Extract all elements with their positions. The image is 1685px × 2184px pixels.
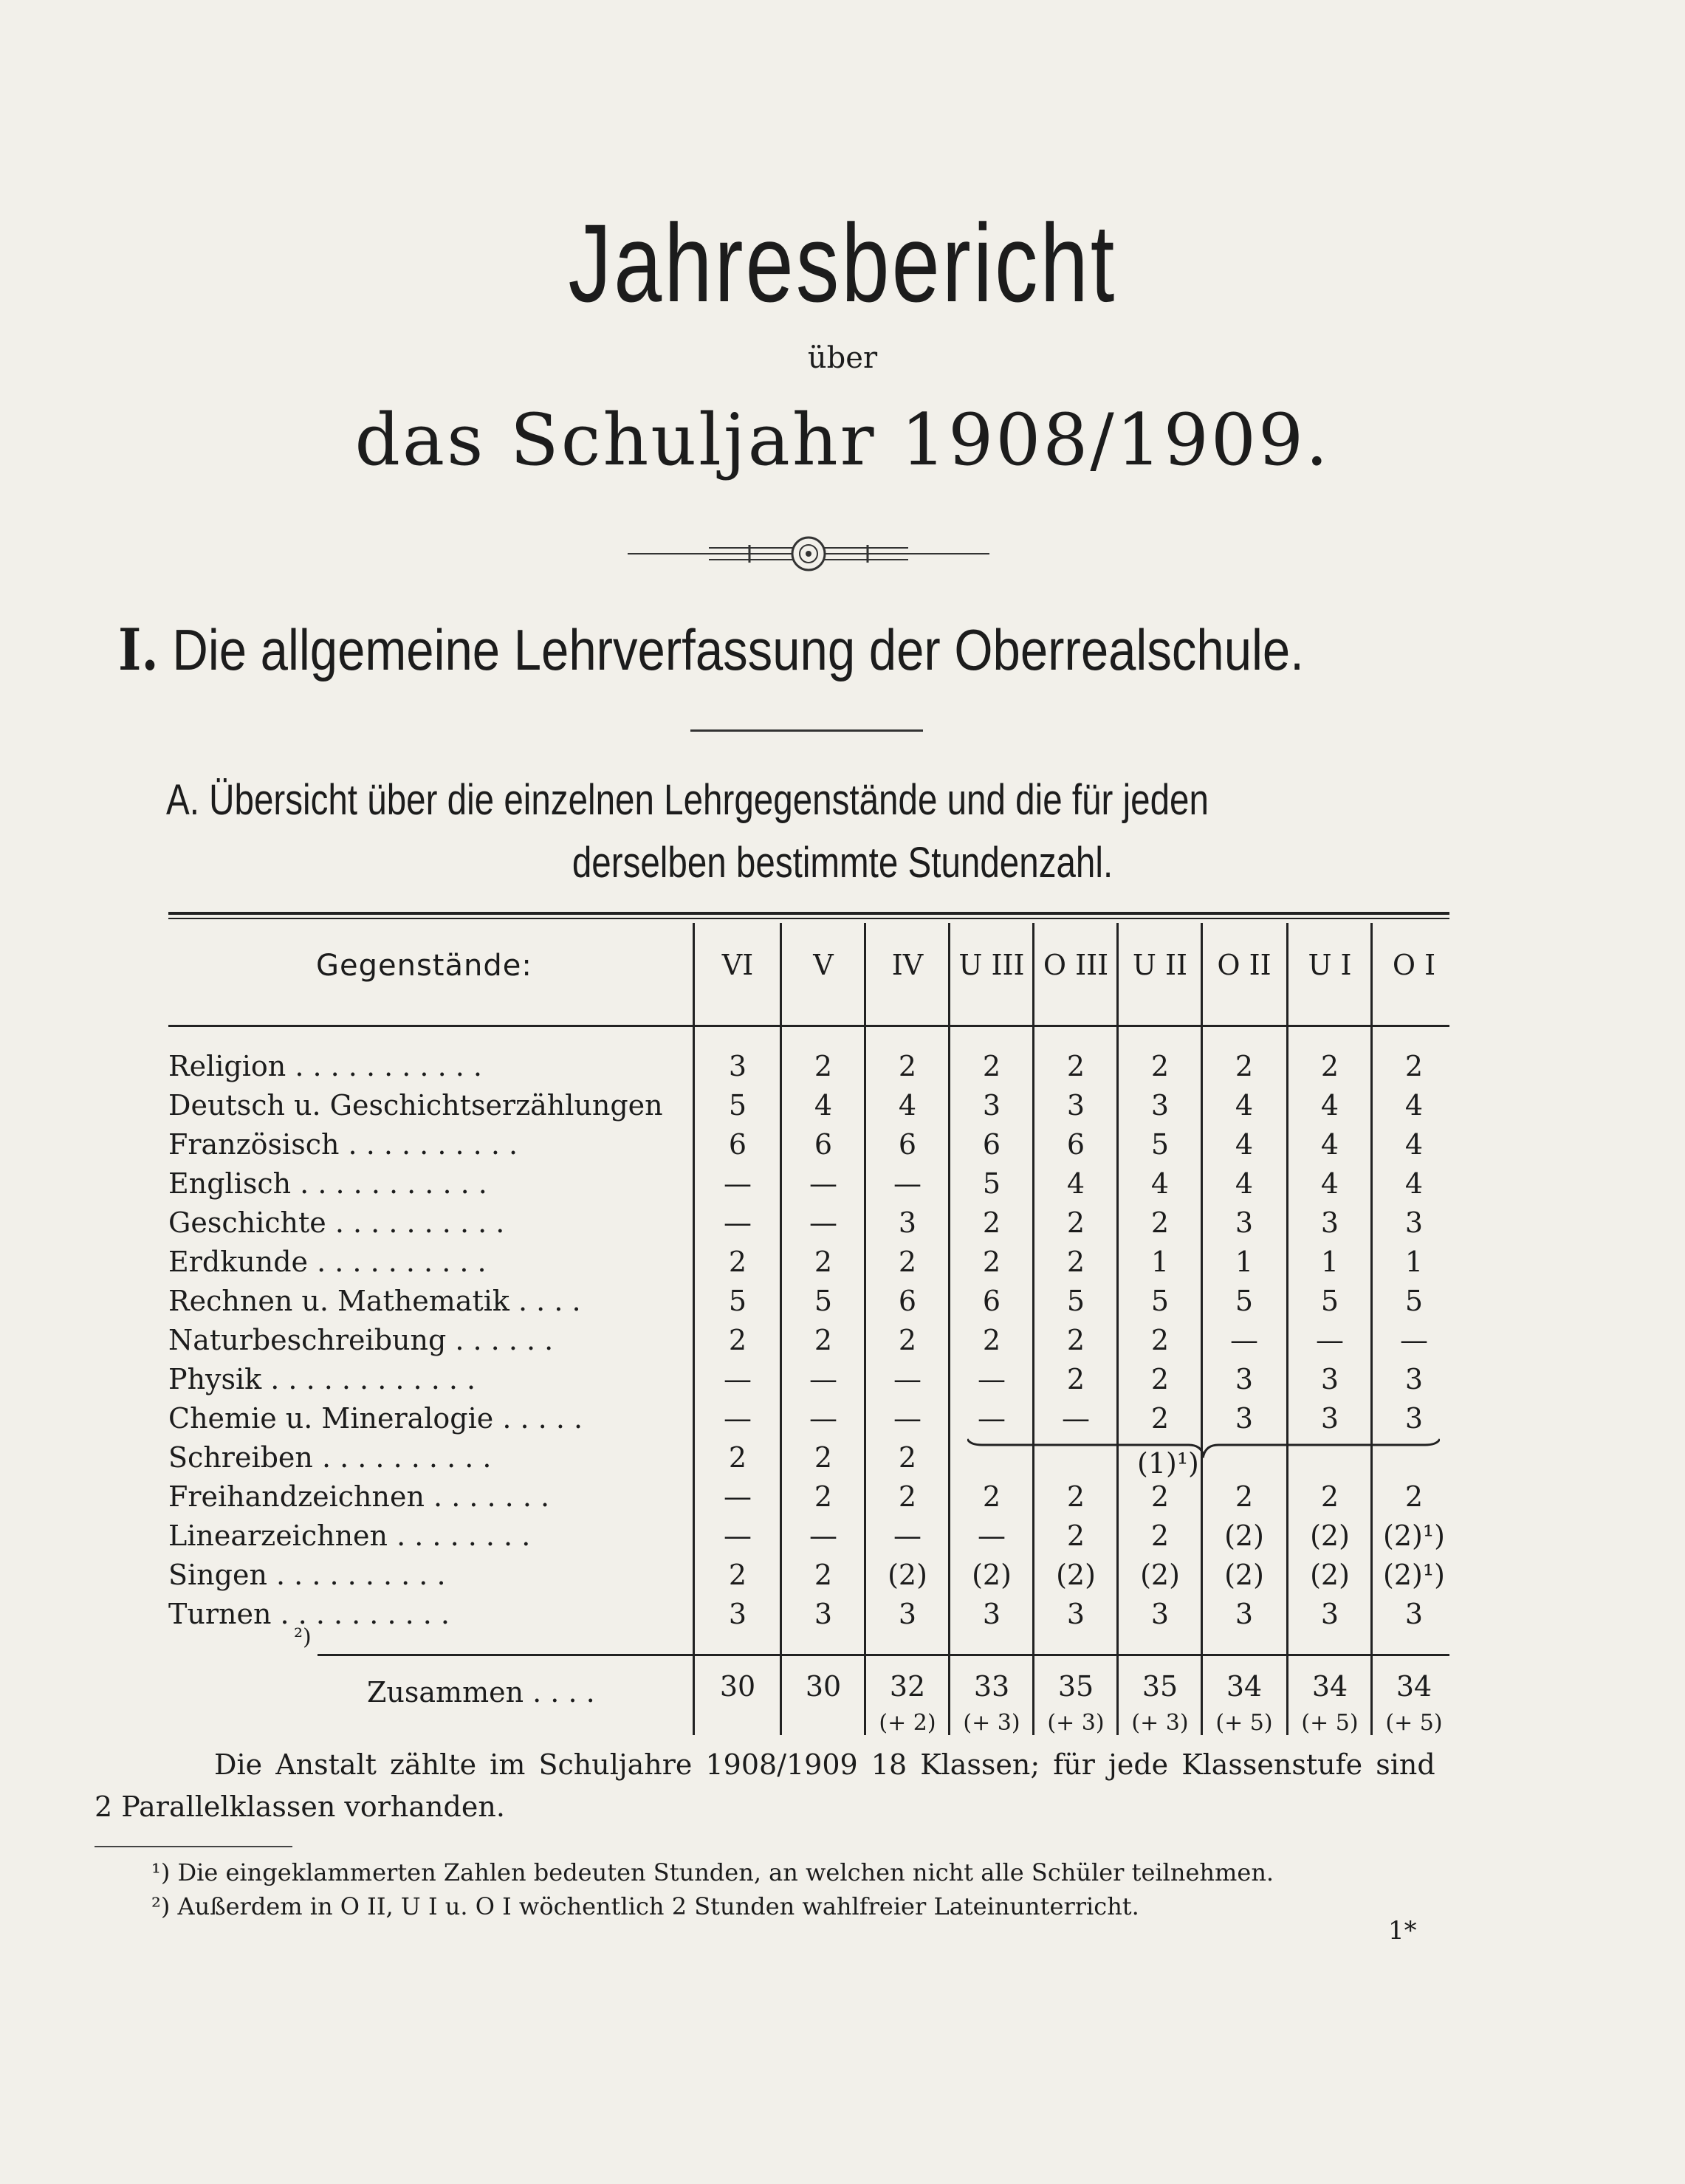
hours-cell: 6 [728,1128,747,1161]
hours-cell: 6 [814,1128,833,1161]
hours-cell: 1 [1150,1246,1170,1278]
hours-cell: (2) [1224,1519,1264,1552]
optional-hours-cell: (+ 3) [963,1710,1020,1736]
hours-cell: 4 [1235,1167,1254,1200]
hours-cell: (2) [888,1559,927,1591]
optional-hours-cell: (+ 3) [1131,1710,1189,1736]
hours-cell: — [978,1363,1006,1395]
hours-cell: 3 [1235,1598,1254,1630]
hours-cell: 5 [1066,1285,1085,1317]
total-cell: 32 [889,1670,926,1703]
hours-cell: 6 [982,1285,1001,1317]
total-cell: 33 [973,1670,1010,1703]
hours-cell: 6 [982,1128,1001,1161]
hours-cell: (2)¹) [1383,1559,1445,1591]
section-rule [690,729,923,732]
hours-cell: 4 [814,1089,833,1122]
hours-cell: 6 [898,1285,917,1317]
hours-cell: 6 [898,1128,917,1161]
hours-cell: — [809,1402,837,1435]
column-header: U I [1308,949,1352,981]
note-line-2: 2 Parallelklassen vorhanden. [95,1790,505,1823]
hours-cell: 3 [1066,1089,1085,1122]
hours-cell: 2 [898,1050,917,1082]
hours-cell: 2 [1066,1480,1085,1513]
footnote-rule [95,1846,292,1847]
total-cell: 35 [1142,1670,1178,1703]
hours-cell: 1 [1235,1246,1254,1278]
table-header-rule [168,1025,1449,1027]
hours-cell: 3 [1150,1089,1170,1122]
subject-label: Turnen . . . . . . . . . . [168,1598,450,1630]
hours-cell: 2 [1235,1050,1254,1082]
subject-label: Rechnen u. Mathematik . . . . [168,1285,581,1317]
hours-cell: — [724,1363,752,1395]
hours-cell: 2 [1150,1206,1170,1239]
hours-cell: 5 [1404,1285,1424,1317]
hours-cell: 4 [1235,1128,1254,1161]
hours-cell: 3 [898,1206,917,1239]
hours-cell: 2 [898,1441,917,1474]
hours-cell: 4 [1066,1167,1085,1200]
hours-cell: 4 [1404,1089,1424,1122]
hours-cell: 2 [1066,1206,1085,1239]
hours-cell: 3 [1235,1206,1254,1239]
table-top-rule-inner [168,918,1449,919]
hours-cell: 2 [1066,1246,1085,1278]
subject-label: Französisch . . . . . . . . . . [168,1128,518,1161]
hours-cell: 5 [1320,1285,1339,1317]
hours-cell: 3 [1404,1363,1424,1395]
hours-cell: 2 [1320,1480,1339,1513]
hours-cell: 2 [814,1559,833,1591]
hours-cell: 5 [1150,1285,1170,1317]
optional-hours-cell: (+ 5) [1301,1710,1359,1736]
column-header: VI [721,949,754,981]
table-total-rule [318,1654,1449,1656]
total-cell: 34 [1226,1670,1263,1703]
hours-cell: 2 [1404,1050,1424,1082]
hours-cell: 2 [898,1324,917,1356]
hours-cell: 3 [1235,1363,1254,1395]
hours-cell: (2) [1310,1559,1350,1591]
total-cell: 35 [1057,1670,1094,1703]
optional-hours-cell: (+ 5) [1215,1710,1273,1736]
hours-cell: 2 [814,1324,833,1356]
note-line-1: Die Anstalt zählte im Schuljahre 1908/1909 18 Klassen; für jede Klassenstufe sind [214,1748,1435,1781]
hours-cell: 2 [898,1246,917,1278]
hours-cell: — [1062,1402,1090,1435]
column-header: V [813,949,834,981]
section-title: Die allgemeine Lehrverfassung der Oberrealschule. [172,617,1304,682]
schreiben-brace-icon [967,1436,1440,1458]
hours-cell: — [724,1206,752,1239]
subject-label: Freihandzeichnen . . . . . . . [168,1480,550,1513]
optional-hours-cell: (+ 2) [879,1710,936,1736]
hours-cell: 2 [1066,1050,1085,1082]
hours-cell: — [724,1519,752,1552]
hours-cell: (2) [1056,1559,1096,1591]
column-header: U II [1132,949,1188,981]
hours-cell: — [893,1519,922,1552]
title-connector: über [807,341,878,375]
hours-cell: 4 [1320,1128,1339,1161]
hours-cell: 2 [982,1206,1001,1239]
hours-cell: 2 [982,1480,1001,1513]
hours-cell: 2 [982,1246,1001,1278]
hours-cell: — [893,1402,922,1435]
subject-column-header: Gegenstände: [316,949,532,983]
hours-cell: 2 [728,1559,747,1591]
hours-cell: — [724,1480,752,1513]
hours-cell: 2 [898,1480,917,1513]
hours-cell: 2 [814,1480,833,1513]
hours-cell: 2 [1066,1363,1085,1395]
hours-cell: — [1230,1324,1258,1356]
subject-label: Singen . . . . . . . . . . [168,1559,446,1591]
hours-cell: (2) [1224,1559,1264,1591]
hours-cell: 2 [1150,1363,1170,1395]
column-divider [693,923,695,1735]
hours-cell: — [978,1519,1006,1552]
total-cell: 30 [719,1670,756,1703]
ornament-divider-icon [628,532,989,576]
hours-cell: 2 [1066,1519,1085,1552]
hours-cell: — [1316,1324,1344,1356]
subject-label: Geschichte . . . . . . . . . . [168,1206,505,1239]
total-cell: 34 [1396,1670,1432,1703]
hours-cell: 5 [814,1285,833,1317]
table-top-rule [168,912,1449,915]
subject-label: Linearzeichnen . . . . . . . . [168,1519,531,1552]
hours-cell: 6 [1066,1128,1085,1161]
page-subtitle: das Schuljahr 1908/1909. [354,399,1331,481]
hours-cell: — [893,1363,922,1395]
footnote-1: ¹) Die eingeklammerten Zahlen bedeuten Stunden, an welchen nicht alle Schüler teilnehmen. [151,1858,1274,1886]
hours-cell: 4 [1320,1089,1339,1122]
hours-cell: 2 [1235,1480,1254,1513]
hours-cell: 2 [1404,1480,1424,1513]
footnote-2: ²) Außerdem in O II, U I u. O I wöchentlich 2 Stunden wahlfreier Lateinunterricht. [151,1892,1139,1920]
subject-label: Deutsch u. Geschichtserzählungen [168,1089,663,1122]
hours-cell: 3 [982,1089,1001,1122]
subject-label: Chemie u. Mineralogie . . . . . [168,1402,583,1435]
turnen-footnote-mark: ²) [294,1624,312,1650]
hours-cell: — [809,1206,837,1239]
hours-cell: (2) [1140,1559,1180,1591]
hours-cell: 4 [898,1089,917,1122]
hours-cell: — [893,1167,922,1200]
hours-cell: 5 [982,1167,1001,1200]
hours-cell: 3 [728,1050,747,1082]
hours-cell: 3 [898,1598,917,1630]
hours-cell: 5 [728,1089,747,1122]
hours-cell: 3 [1320,1206,1339,1239]
hours-cell: 3 [1150,1598,1170,1630]
hours-cell: 4 [1150,1167,1170,1200]
hours-cell: 3 [1320,1363,1339,1395]
hours-cell: 5 [1150,1128,1170,1161]
page-number: 1* [1388,1916,1417,1946]
hours-cell: 2 [1150,1324,1170,1356]
hours-cell: 3 [1235,1402,1254,1435]
hours-cell: — [1400,1324,1428,1356]
hours-cell: — [809,1363,837,1395]
hours-cell: (2)¹) [1383,1519,1445,1552]
hours-cell: 2 [1066,1324,1085,1356]
hours-cell: 2 [1320,1050,1339,1082]
hours-cell: — [724,1167,752,1200]
subject-label: Physik . . . . . . . . . . . . [168,1363,476,1395]
total-label: Zusammen . . . . [367,1676,595,1709]
hours-cell: 1 [1320,1246,1339,1278]
hours-cell: 2 [982,1324,1001,1356]
total-cell: 30 [805,1670,842,1703]
column-header: O II [1217,949,1272,981]
hours-cell: 2 [814,1050,833,1082]
hours-cell: 3 [982,1598,1001,1630]
subject-label: Religion . . . . . . . . . . . [168,1050,482,1082]
hours-cell: 2 [728,1246,747,1278]
hours-cell: 5 [1235,1285,1254,1317]
page-title: Jahresbericht [568,201,1117,325]
hours-cell: 3 [1320,1598,1339,1630]
hours-cell: 3 [1404,1598,1424,1630]
column-header: U III [958,949,1025,981]
subject-label: Erdkunde . . . . . . . . . . [168,1246,487,1278]
hours-cell: (2) [1310,1519,1350,1552]
hours-cell: 4 [1404,1167,1424,1200]
subheading-line-1: A. Übersicht über die einzelnen Lehrgegenstände und die für jeden [166,776,1209,824]
hours-cell: 3 [1404,1402,1424,1435]
total-cell: 34 [1311,1670,1348,1703]
column-header: IV [891,949,924,981]
hours-cell: 2 [1150,1402,1170,1435]
hours-cell: — [724,1402,752,1435]
hours-cell: 4 [1320,1167,1339,1200]
section-number: I. [118,617,159,684]
hours-cell: 3 [1320,1402,1339,1435]
hours-cell: (2) [972,1559,1012,1591]
optional-hours-cell: (+ 3) [1047,1710,1105,1736]
schreiben-merged-value: (1)¹) [1137,1447,1199,1480]
column-header: O I [1392,949,1436,981]
optional-hours-cell: (+ 5) [1385,1710,1443,1736]
subject-label: Naturbeschreibung . . . . . . [168,1324,554,1356]
hours-cell: 2 [1150,1480,1170,1513]
hours-cell: 2 [728,1441,747,1474]
section-heading [118,617,1304,684]
column-header: O III [1043,949,1109,981]
hours-cell: 3 [1066,1598,1085,1630]
hours-cell: — [978,1402,1006,1435]
hours-cell: 3 [1404,1206,1424,1239]
hours-cell: 3 [728,1598,747,1630]
hours-cell: 2 [814,1441,833,1474]
subject-label: Schreiben . . . . . . . . . . [168,1441,492,1474]
hours-cell: 1 [1404,1246,1424,1278]
subheading-line-2: derselben bestimmte Stundenzahl. [572,839,1113,887]
hours-cell: 2 [728,1324,747,1356]
hours-cell: 2 [814,1246,833,1278]
hours-cell: 2 [1150,1519,1170,1552]
hours-cell: — [809,1519,837,1552]
subject-label: Englisch . . . . . . . . . . . [168,1167,487,1200]
hours-cell: 4 [1404,1128,1424,1161]
hours-cell: 4 [1235,1089,1254,1122]
hours-cell: — [809,1167,837,1200]
hours-cell: 3 [814,1598,833,1630]
hours-cell: 2 [982,1050,1001,1082]
hours-cell: 5 [728,1285,747,1317]
hours-cell: 2 [1150,1050,1170,1082]
